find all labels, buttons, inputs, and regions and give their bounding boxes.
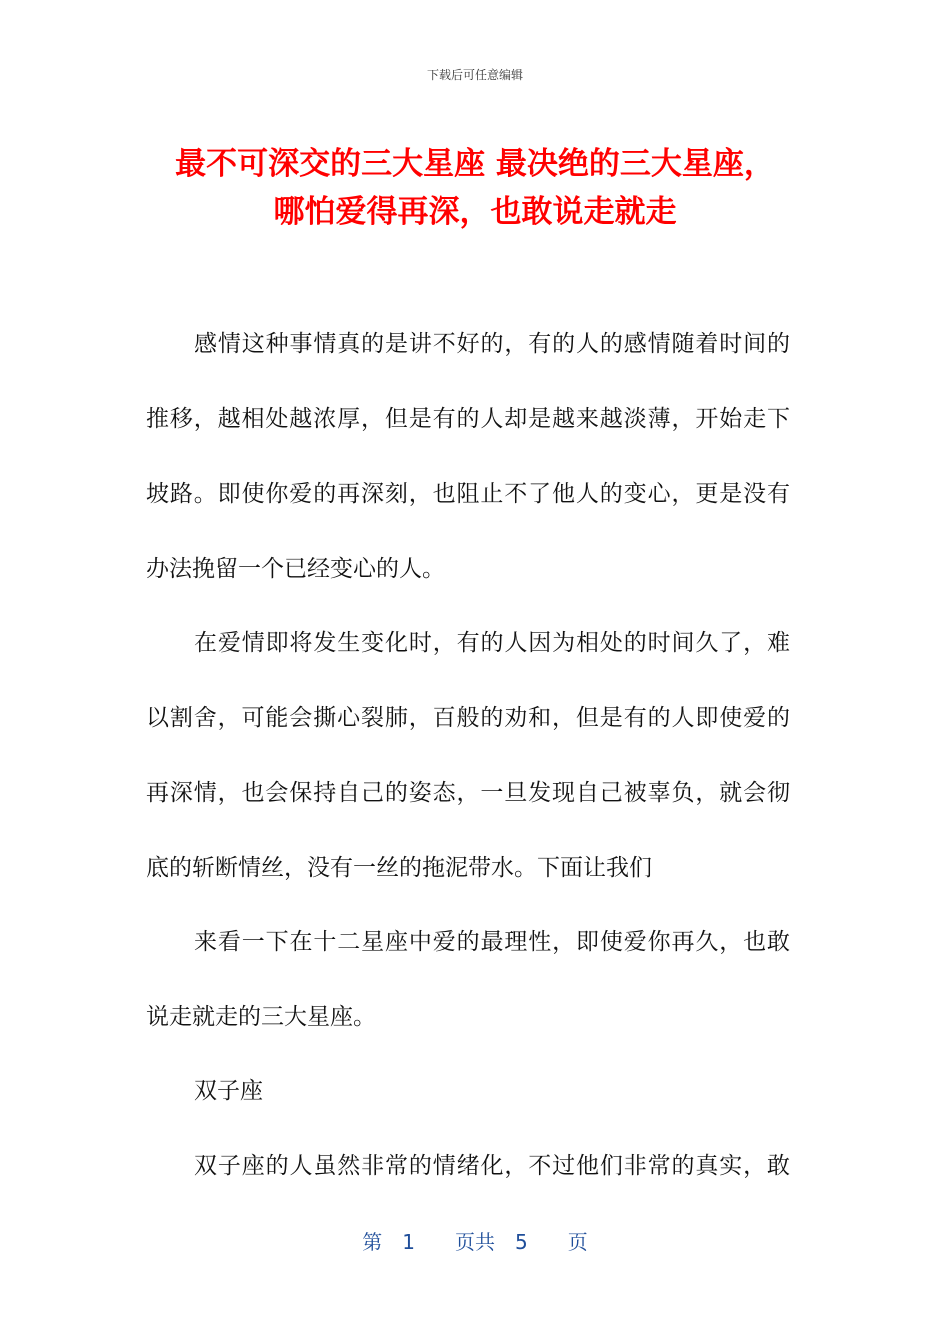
section-heading: 双子座 — [194, 1078, 263, 1104]
paragraph-line: 再深情，也会保持自己的姿态，一旦发现自己被辜负，就会彻 — [146, 780, 790, 806]
page-title — [100, 140, 850, 236]
paragraph-line: 在爱情即将发生变化时，有的人因为相处的时间久了，难 — [194, 630, 790, 656]
paragraph-line: 推移，越相处越浓厚，但是有的人却是越来越淡薄，开始走下 — [146, 406, 790, 432]
paragraph-line: 说走就走的三大星座。 — [146, 1004, 376, 1030]
title-line-2: 哪怕爱得再深，也敢说走就走 — [273, 194, 677, 230]
paragraph-line: 来看一下在十二星座中爱的最理性，即使爱你再久，也敢 — [194, 929, 790, 955]
paragraph-line: 感情这种事情真的是讲不好的，有的人的感情随着时间的 — [194, 331, 790, 357]
paragraph-line: 底的斩断情丝，没有一丝的拖泥带水。下面让我们 — [146, 855, 652, 881]
title-line-1: 最不可深交的三大星座 最决绝的三大星座， — [175, 146, 775, 182]
paragraph-line: 办法挽留一个已经变心的人。 — [146, 556, 445, 582]
paragraph-line: 以割舍，可能会撕心裂肺，百般的劝和，但是有的人即使爱的 — [146, 705, 790, 731]
page-footer: 第 1 页共 5 页 — [362, 1230, 588, 1254]
paragraph-line: 双子座的人虽然非常的情绪化，不过他们非常的真实，敢 — [194, 1153, 790, 1179]
paragraph-line: 坡路。即使你爱的再深刻，也阻止不了他人的变心，更是没有 — [146, 481, 790, 507]
header-note: 下载后可任意编辑 — [426, 68, 523, 82]
